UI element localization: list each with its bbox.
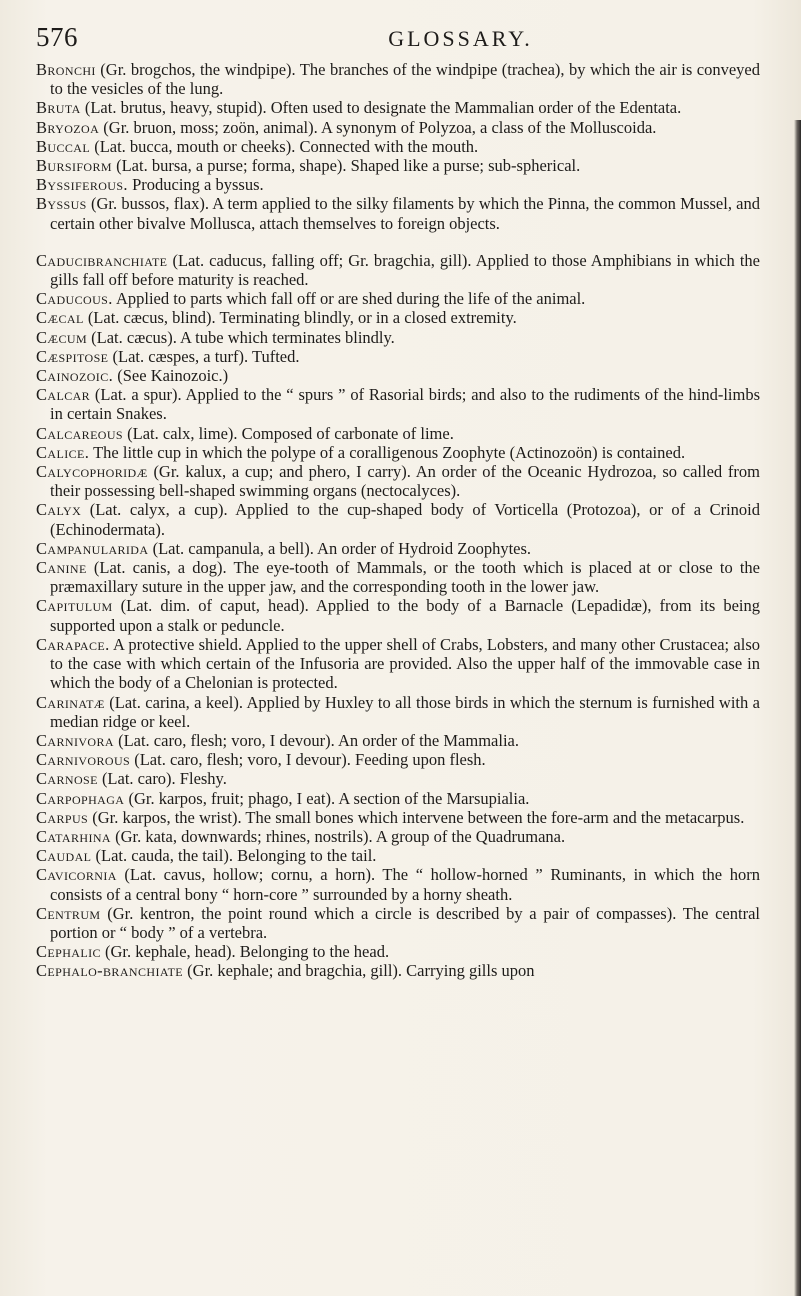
glossary-entry: [36, 731, 760, 750]
glossary-entry: [36, 424, 760, 443]
glossary-entry: [36, 251, 760, 289]
entry-definition: (Gr. kephale; and bragchia, gill). Carrying gills upon: [183, 961, 535, 981]
glossary-entry: [36, 750, 760, 769]
glossary-entries: [36, 60, 760, 981]
glossary-entry: [36, 846, 760, 865]
entry-headword: Cainozoic.: [36, 366, 114, 386]
glossary-entry: [36, 462, 760, 500]
entry-definition: (Lat. cavus, hollow; cornu, a horn). The “ hollow-horned ” Ruminants, in which the horn consists of a central bony “ horn-core ” surrounded by a horny sheath.: [50, 865, 760, 904]
entry-headword: Capitulum: [36, 596, 113, 616]
entry-definition: (Lat. cæcus). A tube which terminates blindly.: [87, 327, 395, 347]
entry-headword: Cæcum: [36, 327, 88, 347]
entry-definition: (Lat. bursa, a purse; forma, shape). Shaped like a purse; sub-spherical.: [111, 156, 581, 176]
glossary-entry: [36, 118, 760, 137]
entry-headword: Calyx: [36, 500, 82, 520]
entry-definition: (Gr. karpos, the wrist). The small bones which intervene between the fore-arm and the metacarpus.: [88, 807, 745, 827]
glossary-entry: [36, 942, 760, 961]
glossary-entry: [36, 500, 760, 538]
glossary-entry: [36, 693, 760, 731]
glossary-entry: [36, 194, 760, 232]
entry-definition: (Gr. kalux, a cup; and phero, I carry). An order of the Oceanic Hydrozoa, so called from their possessing bell-shaped swimming organs (nectocalyces).: [50, 462, 760, 501]
entry-headword: Carnivorous: [36, 750, 131, 770]
glossary-entry: [36, 808, 760, 827]
entry-definition: Applied to parts which fall off or are shed during the life of the animal.: [112, 289, 586, 309]
entry-headword: Calcareous: [36, 423, 124, 443]
entry-headword: Bronchi: [36, 60, 96, 79]
glossary-entry: [36, 328, 760, 347]
glossary-entry: [36, 443, 760, 462]
entry-headword: Cæcal: [36, 308, 84, 328]
entry-headword: Buccal: [36, 136, 91, 156]
entry-headword: Bursiform: [36, 156, 112, 176]
glossary-entry: [36, 385, 760, 423]
glossary-entry: [36, 289, 760, 308]
glossary-entry: [36, 789, 760, 808]
entry-definition: (See Kainozoic.): [113, 366, 229, 386]
entry-definition: (Gr. kata, downwards; rhines, nostrils). A group of the Quadrumana.: [110, 826, 566, 846]
entry-definition: (Lat. calyx, a cup). Applied to the cup-shaped body of Vorticella (Protozoa), or of a Crinoid (Echinodermata).: [50, 500, 760, 539]
running-head: [36, 18, 765, 58]
entry-headword: Byssus: [36, 194, 87, 214]
entry-definition: (Lat. calx, lime). Composed of carbonate of lime.: [123, 423, 454, 443]
glossary-entry: [36, 347, 760, 366]
glossary-entry: [36, 865, 760, 903]
glossary-entry: [36, 366, 760, 385]
glossary-entry: [36, 539, 760, 558]
entry-headword: Campanularida: [36, 538, 149, 558]
entry-headword: Carinatæ: [36, 692, 105, 712]
entry-headword: Calycophoridæ: [36, 462, 148, 482]
glossary-entry: [36, 156, 760, 175]
glossary-entry: [36, 769, 760, 788]
entry-headword: Cephalo-branchiate: [36, 961, 184, 981]
entry-headword: Byssiferous.: [36, 175, 128, 195]
entry-headword: Bruta: [36, 98, 81, 118]
entry-definition: The little cup in which the polype of a coralligenous Zoophyte (Actinozoön) is contained.: [89, 442, 686, 462]
entry-headword: Caducous.: [36, 289, 113, 309]
glossary-entry: [36, 635, 760, 693]
glossary-entry: [36, 827, 760, 846]
entry-definition: (Gr. bruon, moss; zoön, animal). A synonym of Polyzoa, a class of the Molluscoida.: [99, 117, 657, 137]
glossary-entry: [36, 558, 760, 596]
entry-definition: A protective shield. Applied to the upper shell of Crabs, Lobsters, and many other Crustacea; also to the case with which certain of the Infusoria are provided. Also the upper half of the immovable case in which the body of a Chelonian is protected.: [50, 634, 760, 693]
entry-headword: Carnose: [36, 769, 98, 789]
entry-definition: (Lat. caro). Fleshy.: [97, 769, 227, 789]
entry-headword: Cavicornia: [36, 865, 117, 885]
entry-definition: (Gr. karpos, fruit; phago, I eat). A section of the Marsupialia.: [124, 788, 530, 808]
entry-headword: Carpophaga: [36, 788, 125, 808]
glossary-entry: [36, 60, 760, 98]
glossary-entry: [36, 98, 760, 117]
entry-headword: Carnivora: [36, 730, 114, 750]
entry-headword: Caudal: [36, 846, 92, 866]
entry-definition: (Lat. a spur). Applied to the “ spurs ” of Rasorial birds; and also to the rudiments of the hind-limbs in certain Snakes.: [50, 385, 760, 424]
glossary-entry: [36, 961, 760, 980]
entry-headword: Carpus: [36, 807, 89, 827]
entry-headword: Bryozoa: [36, 117, 100, 137]
entry-headword: Canine: [36, 558, 87, 578]
entry-headword: Centrum: [36, 903, 101, 923]
page-number: 576: [36, 22, 78, 52]
entry-headword: Caducibranchiate: [36, 250, 168, 270]
entry-definition: (Lat. dim. of caput, head). Applied to the body of a Barnacle (Lepadidæ), from its being supported upon a stalk or peduncle.: [50, 596, 760, 635]
entry-definition: (Gr. bussos, flax). A term applied to the silky filaments by which the Pinna, the common Mussel, and certain other bivalve Mollusca, attach themselves to foreign objects.: [50, 194, 760, 233]
entry-headword: Cæspitose: [36, 346, 109, 366]
entry-definition: (Lat. caro, flesh; voro, I devour). Feeding upon flesh.: [130, 750, 486, 770]
entry-definition: (Lat. cæspes, a turf). Tufted.: [108, 346, 300, 366]
page-heading: GLOSSARY.: [388, 26, 533, 51]
page-edge-shadow: [794, 120, 801, 1296]
entry-definition: (Lat. canis, a dog). The eye-tooth of Mammals, or the tooth which is placed at or close to the præmaxillary suture in the upper jaw, and the corresponding tooth in the lower jaw.: [50, 558, 760, 597]
glossary-entry: [36, 137, 760, 156]
entry-headword: Carapace.: [36, 634, 110, 654]
entry-definition: (Lat. bucca, mouth or cheeks). Connected with the mouth.: [90, 136, 479, 156]
entry-definition: (Gr. kentron, the point round which a circle is described by a pair of compasses). The central portion or “ body ” of a vertebra.: [50, 903, 760, 942]
entry-definition: (Lat. caro, flesh; voro, I devour). An order of the Mammalia.: [113, 730, 519, 750]
entry-definition: Producing a byssus.: [127, 175, 264, 195]
glossary-entry: [36, 596, 760, 634]
entry-definition: (Lat. brutus, heavy, stupid). Often used to designate the Mammalian order of the Edentata.: [80, 98, 682, 118]
glossary-entry: [36, 175, 760, 194]
entry-definition: (Lat. campanula, a bell). An order of Hydroid Zoophytes.: [148, 538, 532, 558]
entry-headword: Cephalic: [36, 942, 101, 962]
entry-definition: (Lat. cauda, the tail). Belonging to the tail.: [91, 846, 377, 866]
entry-headword: Calcar: [36, 385, 91, 405]
entry-headword: Calice.: [36, 442, 90, 462]
glossary-entry: [36, 904, 760, 942]
glossary-entry: [36, 308, 760, 327]
entry-headword: Catarhina: [36, 826, 111, 846]
entry-definition: (Lat. caducus, falling off; Gr. bragchia, gill). Applied to those Amphibians in which the gills fall off before maturity is reached.: [50, 250, 760, 290]
entry-definition: (Gr. kephale, head). Belonging to the head.: [100, 942, 390, 962]
entry-definition: (Lat. cæcus, blind). Terminating blindly, or in a closed extremity.: [83, 308, 517, 328]
entry-definition: (Gr. brogchos, the windpipe). The branches of the windpipe (trachea), by which the air is conveyed to the vesicles of the lung.: [50, 60, 760, 99]
entry-definition: (Lat. carina, a keel). Applied by Huxley to all those birds in which the sternum is furnished with a median ridge or keel.: [50, 692, 760, 731]
